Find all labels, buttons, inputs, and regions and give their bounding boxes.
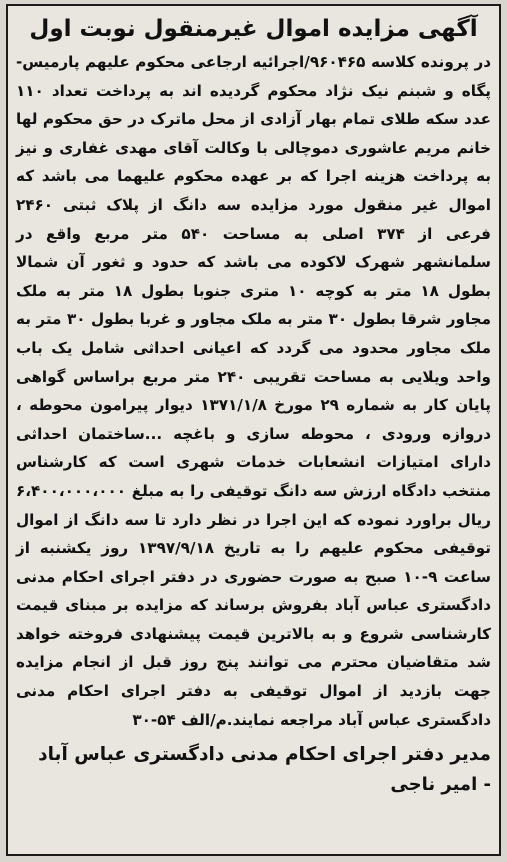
notice-footer: [16, 740, 491, 800]
signature-name: - امیر ناجی: [390, 774, 491, 796]
notice-title: آگهی مزایده اموال غیرمنقول نوبت اول: [29, 16, 478, 42]
notice-content: [16, 12, 491, 848]
notice-body: در پرونده کلاسه ۹۶۰۴۶۵/اجرائیه ارجاعی محکوم علیهم پارمیس-پگاه و شبنم نیک نژاد محکوم گردیده اند به پرداخت تعداد ۱۱۰ عدد سکه طلای تمام بهار آزادی از محل ماترک در حق محکوم لها خانم مریم عاشوری دموچالی با وکالت آقای مهدی غفاری و نیز به پرداخت هزینه اجرا که بر عهده محکوم علیهما می باشد که اموال غیر منقول مورد مزایده سه دانگ از پلاک ثبتی ۲۴۶۰ فرعی از ۳۷۴ اصلی به مساحت ۵۴۰ متر مربع واقع در سلمانشهر شهرک لاکوده می باشد که حدود و ثغور آن شمالا بطول ۱۸ متر به کوچه ۱۰ متری جنوبا بطول ۱۸ متر به ملک مجاور شرقا بطول ۳۰ متر به ملک مجاور و غربا بطول ۳۰ متر به ملک مجاور محدود می گردد که اعیانی احداثی شامل یک باب واحد ویلایی به مساحت تقریبی ۲۴۰ متر مربع براساس گواهی پایان کار به شماره ۲۹ مورخ ۱۳۷۱/۱/۸ دیوار پیرامون محوطه ، دروازه ورودی ، محوطه سازی و باغچه ...ساختمان احداثی دارای امتیازات انشعابات خدمات شهری است که کارشناس منتخب دادگاه ارزش سه دانگ توقیفی را به مبلغ ۶،۴۰۰،۰۰۰،۰۰۰ ریال براورد نموده که این اجرا در نظر دارد تا سه دانگ از اموال توقیفی محکوم علیهم را به تاریخ ۱۳۹۷/۹/۱۸ روز یکشنبه از ساعت ۹-۱۰ صبح به صورت حضوری در دفتر اجرای احکام مدنی دادگستری عباس آباد بفروش برساند که مزایده بر مبنای قیمت کارشناسی شروع و به بالاترین قیمت پیشنهادی فروخته خواهد شد متقاضیان محترم می توانند پنج روز قبل از انجام مزایده جهت بازدید از اموال توقیفی به دفتر اجرای احکام مدنی دادگستری عباس آباد مراجعه نمایند.م/الف ۵۴-۳۰: [16, 53, 492, 729]
notice-clipping: [6, 4, 501, 856]
signature-title: مدیر دفتر اجرای احکام مدنی دادگستری عباس آباد: [38, 744, 491, 766]
